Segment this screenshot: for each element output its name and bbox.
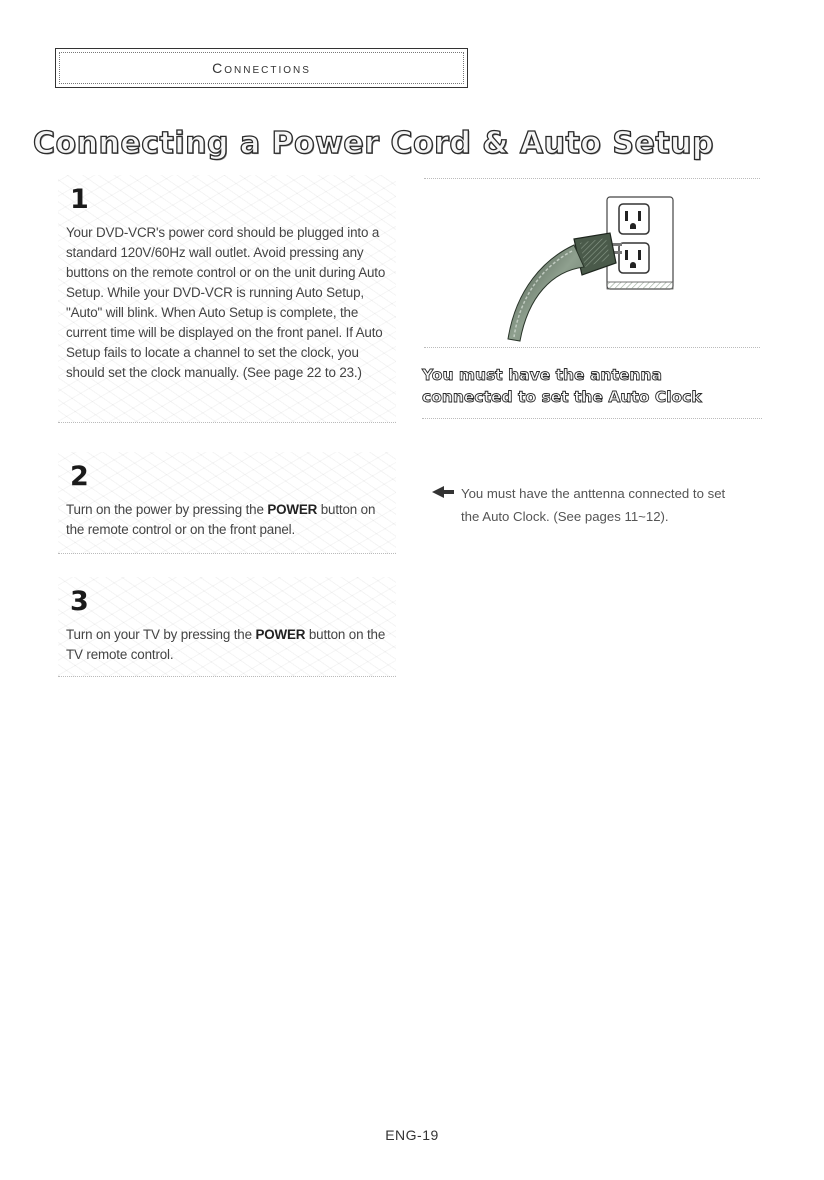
section-label: Connections [212, 60, 311, 76]
step-1 [58, 175, 396, 423]
note-text [461, 482, 725, 528]
step-text [66, 500, 388, 540]
step-number: 1 [70, 184, 89, 215]
step-text-part: button on the remote control or on the front panel. [66, 502, 376, 537]
power-button-label: POWER [267, 502, 318, 517]
note-item [432, 482, 752, 528]
power-plug-outlet-icon [424, 179, 760, 347]
note-text-line: the Auto Clock. (See pages 11~12). [461, 509, 669, 524]
step-text-part: Turn on the power by pressing the [66, 502, 268, 517]
step-number: 2 [70, 461, 89, 492]
note-text-line: You must have the anttenna connected to set [461, 486, 726, 501]
section-tab [55, 48, 468, 88]
step-2 [58, 452, 396, 554]
note-heading [422, 364, 762, 419]
step-3 [58, 577, 396, 677]
step-text-part: button on the TV remote control. [66, 627, 386, 662]
power-plug-illustration [424, 178, 760, 348]
step-number: 3 [70, 586, 89, 617]
page-title: Connecting a Power Cord & Auto Setup [33, 126, 715, 161]
note-heading-line: You must have the antenna [422, 366, 662, 384]
page-number: ENG-19 [385, 1127, 439, 1143]
step-text [66, 625, 388, 665]
power-button-label: POWER [255, 627, 306, 642]
arrow-pointer-icon [432, 485, 454, 499]
step-text-part: Turn on your TV by pressing the [66, 627, 256, 642]
step-text: Your DVD-VCR's power cord should be plugged into a standard 120V/60Hz wall outlet. Avoid pressing any buttons on the remote control or on the unit during Auto Setup. While your DVD-VCR is running Auto Setup, "Auto" will blink. When Auto Setup is complete, the current time will be displayed on the front panel. If Auto Setup fails to locate a channel to set the clock, you should set the clock manually. (See page 22 to 23.) [66, 225, 386, 380]
note-heading-line: connected to set the Auto Clock [422, 388, 702, 406]
